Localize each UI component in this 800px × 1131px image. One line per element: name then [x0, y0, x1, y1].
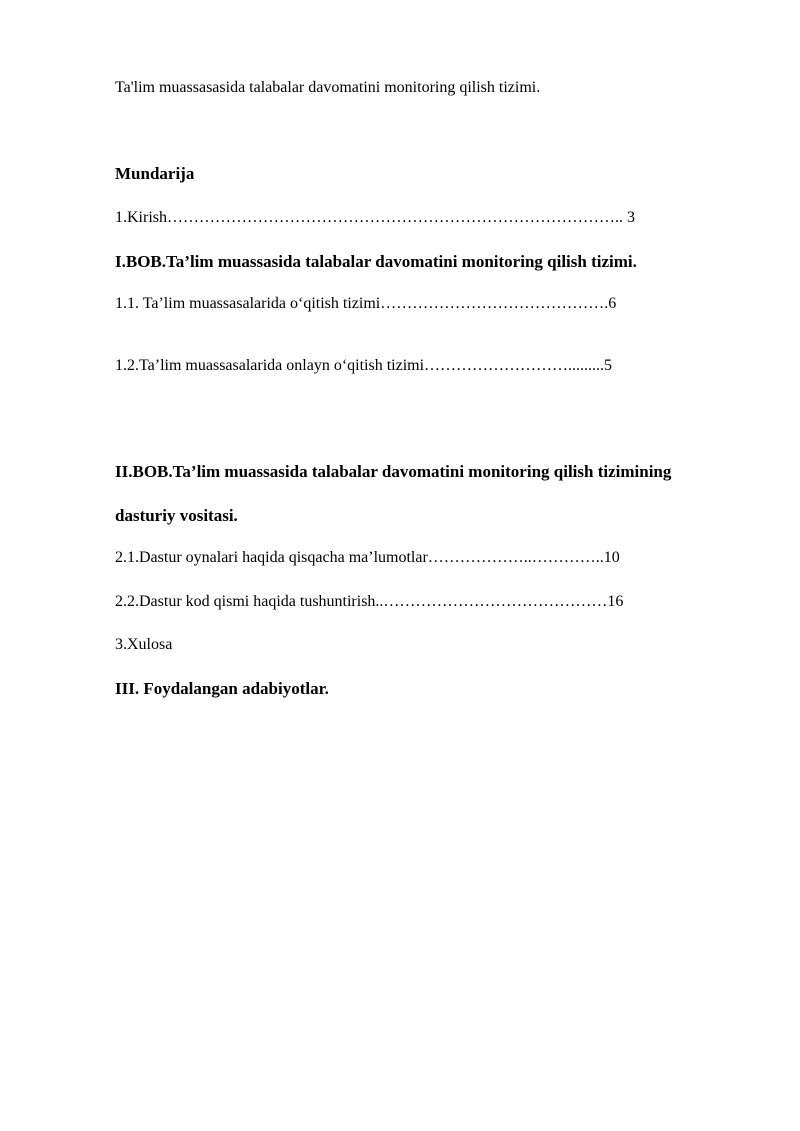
toc-chapter-3: III. Foydalangan adabiyotlar. [115, 679, 329, 698]
toc-chapter-1: I.BOB.Ta’lim muassasida talabalar davomatini monitoring qilish tizimi. [115, 252, 637, 271]
toc-chapter-2-line-1: II.BOB.Ta’lim muassasida talabalar davomatini monitoring qilish tizimining [115, 462, 672, 481]
toc-entry-2-1: 2.1.Dastur oynalari haqida qisqacha ma’lumotlar………………..…………..10 [115, 549, 620, 566]
toc-entry-kirish: 1.Kirish………………………………………………………………………….. 3 [115, 209, 635, 226]
toc-entry-2-2: 2.2.Dastur kod qismi haqida tushuntirish..……………………………………16 [115, 593, 624, 610]
toc-entry-1-2: 1.2.Ta’lim muassasalarida onlayn o‘qitish tizimi……………………….........5 [115, 357, 613, 374]
toc-entry-1-1: 1.1. Ta’lim muassasalarida o‘qitish tizimi…………………………………….6 [115, 295, 617, 312]
toc-entry-xulosa: 3.Xulosa [115, 636, 173, 653]
toc-heading: Mundarija [115, 164, 195, 183]
toc-chapter-2-line-2: dasturiy vositasi. [115, 506, 238, 525]
document-title: Ta'lim muassasasida talabalar davomatini monitoring qilish tizimi. [115, 79, 541, 96]
